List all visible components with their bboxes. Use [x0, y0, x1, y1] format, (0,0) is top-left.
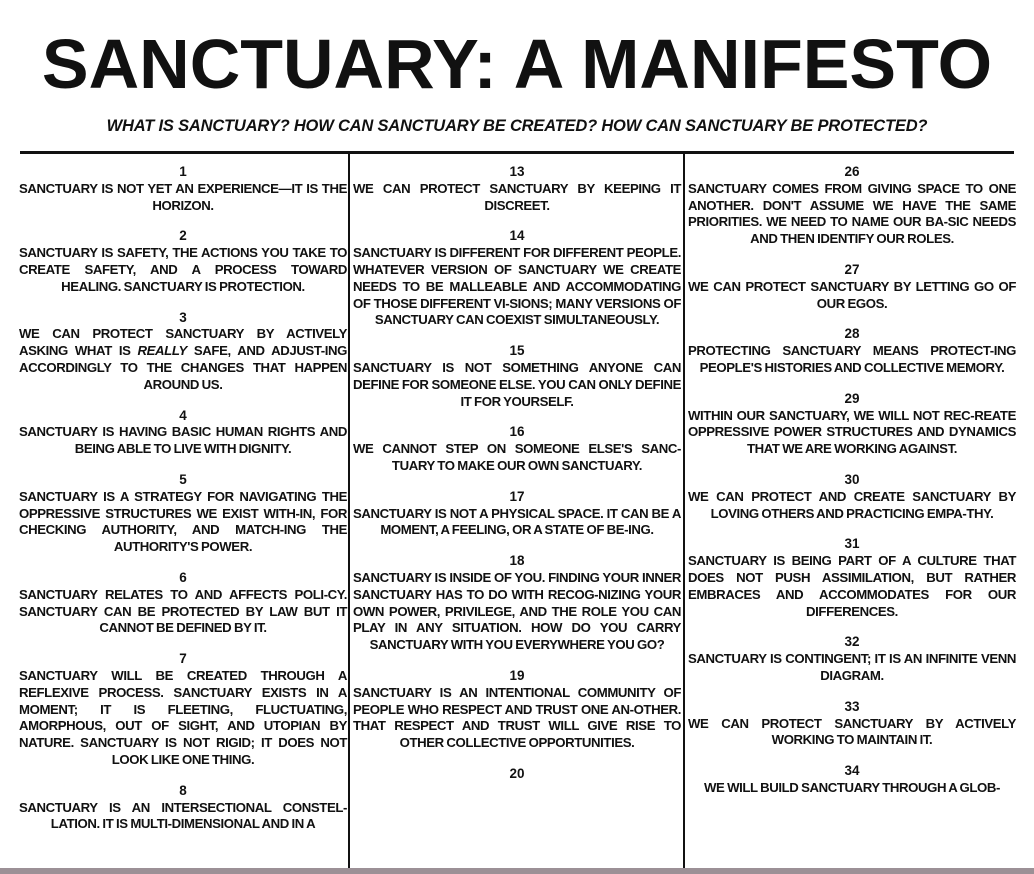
manifesto-item	[19, 651, 347, 769]
item-number: 6	[179, 569, 187, 585]
manifesto-item	[353, 668, 681, 752]
manifesto-item	[19, 408, 347, 458]
page-edge	[0, 868, 1034, 874]
manifesto-item	[353, 553, 681, 654]
item-number: 14	[509, 228, 525, 244]
manifesto-item	[353, 424, 681, 474]
item-text: SANCTUARY IS INSIDE OF YOU. FINDING YOUR INNER SANCTUARY HAS TO DO WITH RECOG-NIZING YOUR OWN POWER, PRIVILEGE, AND THE ROLE YOU CAN PLAY IN ANY SITUATION. HOW DO YOU CARRY SANCTUARY WITH YOU EVERYWHERE YOU GO?	[353, 569, 681, 653]
item-number: 32	[844, 634, 860, 650]
item-number: 1	[179, 164, 187, 179]
manifesto-item	[19, 472, 347, 556]
column-divider	[683, 154, 685, 868]
manifesto-item	[19, 783, 347, 833]
item-text: SANCTUARY WILL BE CREATED THROUGH A REFLEXIVE PROCESS. SANCTUARY EXISTS IN A MOMENT; IT IS FLEETING, FLUCTUATING, AMORPHOUS, OUT OF SIGHT, AND UTOPIAN BY NATURE. SANCTUARY IS NOT RIGID; IT DOES NOT LOOK LIKE ONE THING.	[19, 667, 347, 767]
header-rule	[20, 151, 1014, 154]
manifesto-item	[688, 472, 1016, 522]
item-number: 8	[179, 782, 187, 798]
manifesto-item	[688, 634, 1016, 684]
item-number: 31	[844, 536, 860, 552]
manifesto-item	[19, 310, 347, 394]
item-text	[19, 326, 347, 393]
page-title: SANCTUARY: A MANIFESTO	[41, 25, 993, 103]
item-text: SANCTUARY IS AN INTENTIONAL COMMUNITY OF PEOPLE WHO RESPECT AND TRUST ONE AN-OTHER. THAT RESPECT AND TRUST WILL GIVE RISE TO OTHER COLLECTIVE OPPORTUNITIES.	[353, 684, 681, 751]
item-text-part: SAFE, AND ADJUST-ING ACCORDINGLY TO THE CHANGES THAT HAPPEN AROUND US.	[19, 343, 347, 392]
item-text: WE CAN PROTECT SANCTUARY BY KEEPING IT DISCREET.	[353, 180, 681, 213]
manifesto-item	[688, 699, 1016, 749]
item-number: 3	[179, 309, 187, 325]
item-text: SANCTUARY IS NOT SOMETHING ANYONE CAN DEFINE FOR SOMEONE ELSE. YOU CAN ONLY DEFINE IT FOR YOURSELF.	[353, 359, 681, 409]
item-number: 5	[179, 471, 187, 487]
subtitle: WHAT IS SANCTUARY? HOW CAN SANCTUARY BE CREATED? HOW CAN SANCTUARY BE PROTECTED?	[106, 117, 928, 135]
manifesto-item	[353, 228, 681, 329]
manifesto-item	[353, 766, 681, 783]
item-text: SANCTUARY IS HAVING BASIC HUMAN RIGHTS AND BEING ABLE TO LIVE WITH DIGNITY.	[19, 424, 347, 457]
item-text: SANCTUARY IS NOT YET AN EXPERIENCE—IT IS THE HORIZON.	[19, 180, 347, 213]
item-number: 16	[509, 424, 525, 440]
item-text: WE CAN PROTECT AND CREATE SANCTUARY BY LOVING OTHERS AND PRACTICING EMPA-THY.	[688, 488, 1016, 521]
item-text: WITHIN OUR SANCTUARY, WE WILL NOT REC-REATE OPPRESSIVE POWER STRUCTURES AND DYNAMICS THAT WE ARE WORKING AGAINST.	[688, 407, 1016, 457]
item-text: WE WILL BUILD SANCTUARY THROUGH A GLOB-	[703, 779, 1001, 795]
item-text: SANCTUARY IS A STRATEGY FOR NAVIGATING THE OPPRESSIVE STRUCTURES WE EXIST WITH-IN, FOR CHECKING AUTHORITY, AND MATCH-ING THE AUTHORITY'S POWER.	[19, 488, 347, 555]
item-text: SANCTUARY IS SAFETY, THE ACTIONS YOU TAKE TO CREATE SAFETY, AND A PROCESS TOWARD HEALING. SANCTUARY IS PROTECTION.	[19, 245, 347, 294]
manifesto-item	[353, 164, 681, 214]
manifesto-item	[688, 763, 1016, 797]
item-text: SANCTUARY IS BEING PART OF A CULTURE THAT DOES NOT PUSH ASSIMILATION, BUT RATHER EMBRACES AND ACCOMMODATES FOR OUR DIFFERENCES.	[688, 553, 1016, 619]
item-number: 30	[844, 471, 860, 487]
item-number: 7	[179, 651, 187, 667]
item-number: 2	[179, 228, 187, 244]
manifesto-item	[688, 164, 1016, 248]
item-number: 18	[509, 553, 525, 569]
item-text: SANCTUARY IS CONTINGENT; IT IS AN INFINITE VENN DIAGRAM.	[688, 651, 1016, 683]
item-text: WE CAN PROTECT SANCTUARY BY ACTIVELY WORKING TO MAINTAIN IT.	[688, 715, 1016, 748]
manifesto-item	[688, 536, 1016, 620]
manifesto-item	[688, 391, 1016, 458]
manifesto-item	[353, 489, 681, 539]
manifesto-item	[19, 228, 347, 295]
item-number: 28	[844, 326, 860, 342]
column-2	[353, 164, 681, 797]
column-divider	[348, 154, 350, 868]
item-text: SANCTUARY IS DIFFERENT FOR DIFFERENT PEOPLE. WHATEVER VERSION OF SANCTUARY WE CREATE NEEDS TO BE MALLEABLE AND ACCOMMODATING OF THOSE DIFFERENT VI-SIONS; MANY VERSIONS OF SANCTUARY CAN COEXIST SIMULTANEOUSLY.	[353, 245, 681, 328]
column-3	[688, 164, 1016, 811]
item-text: WE CAN PROTECT SANCTUARY BY LETTING GO OF OUR EGOS.	[688, 278, 1016, 311]
item-text: SANCTUARY RELATES TO AND AFFECTS POLI-CY. SANCTUARY CAN BE PROTECTED BY LAW BUT IT CANNOT BE DEFINED BY IT.	[19, 586, 347, 636]
item-text: SANCTUARY COMES FROM GIVING SPACE TO ONE ANOTHER. DON'T ASSUME WE HAVE THE SAME PRIORITIES. WE NEED TO NAME OUR BA-SIC NEEDS AND THEN IDENTIFY OUR ROLES.	[688, 180, 1016, 247]
item-number: 34	[844, 763, 860, 779]
item-number: 19	[509, 667, 525, 683]
item-number: 33	[844, 698, 860, 714]
item-number: 26	[844, 164, 860, 179]
item-number: 4	[179, 407, 187, 423]
item-text: WE CANNOT STEP ON SOMEONE ELSE'S SANC-TUARY TO MAKE OUR OWN SANCTUARY.	[353, 441, 681, 473]
item-text-part: WE CAN PROTECT SANCTUARY BY ACTIVELY ASKING WHAT IS	[19, 326, 347, 359]
manifesto-item	[19, 164, 347, 214]
item-number: 13	[509, 164, 525, 179]
item-number: 29	[844, 390, 860, 406]
item-text: SANCTUARY IS AN INTERSECTIONAL CONSTEL-LATION. IT IS MULTI-DIMENSIONAL AND IN A	[19, 799, 347, 832]
manifesto-item	[688, 262, 1016, 312]
item-number: 27	[844, 261, 860, 277]
item-number: 20	[509, 765, 525, 781]
column-1	[19, 164, 347, 847]
item-text: SANCTUARY IS NOT A PHYSICAL SPACE. IT CAN BE A MOMENT, A FEELING, OR A STATE OF BE-ING.	[353, 505, 681, 538]
item-number: 15	[509, 343, 525, 359]
item-number: 17	[509, 488, 525, 504]
emphasis-text: REALLY	[137, 343, 187, 359]
item-text: PROTECTING SANCTUARY MEANS PROTECT-ING PEOPLE'S HISTORIES AND COLLECTIVE MEMORY.	[688, 343, 1016, 375]
manifesto-item	[19, 570, 347, 637]
manifesto-item	[353, 343, 681, 410]
manifesto-item	[688, 326, 1016, 376]
